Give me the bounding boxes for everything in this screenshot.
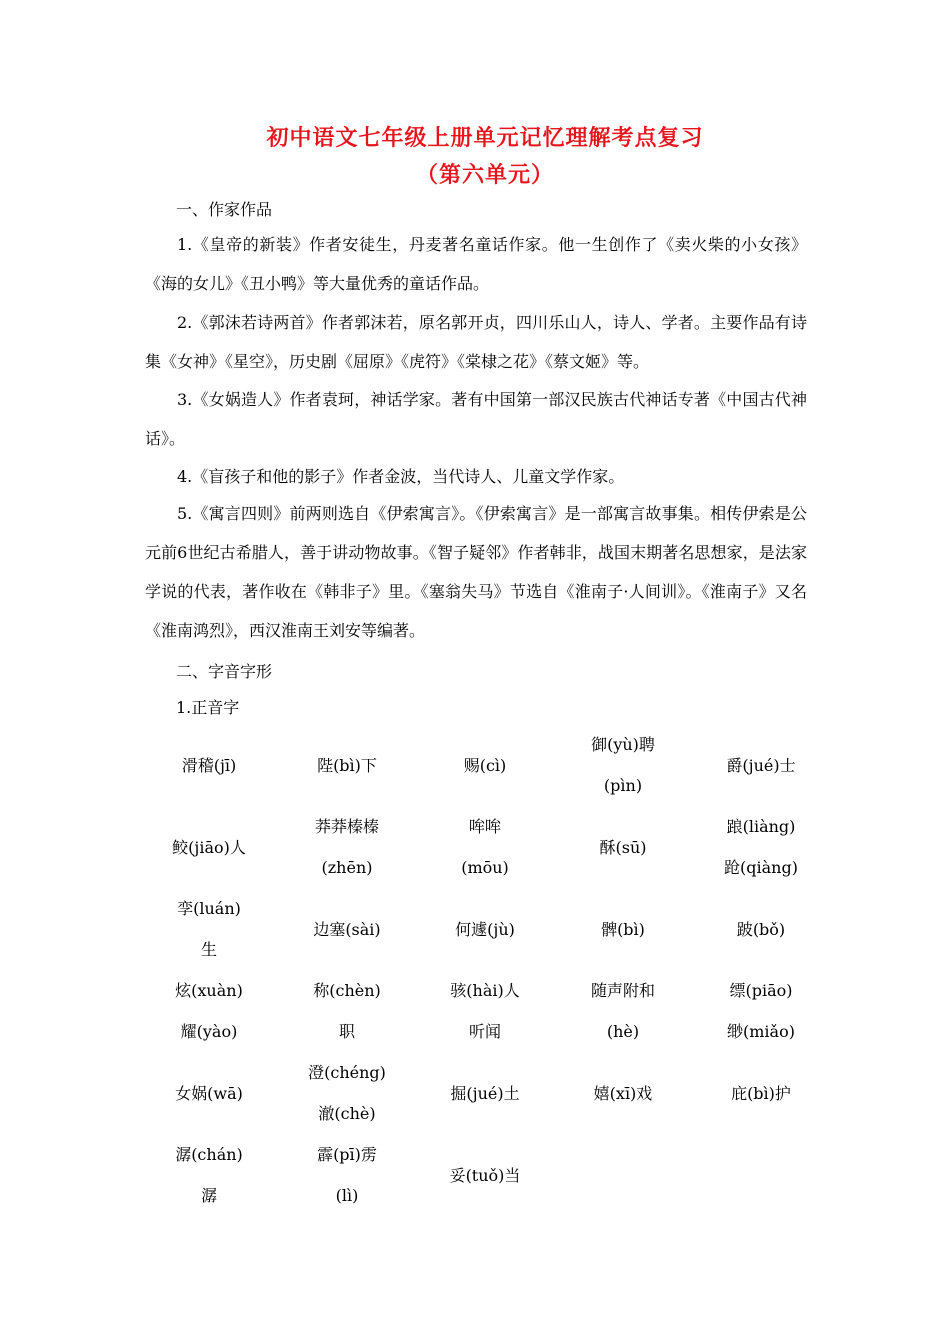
pinyin-cell: 御(yù)聘(pìn): [591, 735, 655, 795]
subheading-correct-pronunciation: 1.正音字: [176, 698, 240, 717]
pinyin-cell: [692, 1134, 830, 1216]
author-item-5: 5.《寓言四则》前两则选自《伊索寓言》。《伊索寓言》是一部寓言故事集。相传伊索是公元前6世纪古希腊人，善于讲动物故事。《智子疑邻》作者韩非，战国末期著名思想家，是法家学说的代表，著作收在《韩非子》里。《塞翁失马》节选自《淮南子·人间训》。《淮南子》又名《淮南鸿烈》，西汉淮南王刘安等编著。: [145, 504, 807, 640]
pinyin-cell: 嬉(xī)戏: [593, 1083, 653, 1103]
table-row: [140, 1134, 830, 1216]
pinyin-cell: 缥(piāo)缈(miǎo): [727, 981, 795, 1041]
pinyin-cell: 莽莽榛榛(zhēn): [314, 817, 379, 877]
pinyin-cell: 陛(bì)下: [317, 755, 377, 775]
pinyin-cell: 赐(cì): [463, 755, 507, 775]
pronunciation-table: [140, 724, 830, 1216]
pinyin-cell: 女娲(wā): [175, 1083, 243, 1103]
pinyin-cell: [554, 1134, 692, 1216]
table-row: [140, 1052, 830, 1134]
author-item-4: 4.《盲孩子和他的影子》作者金波，当代诗人、儿童文学作家。: [177, 467, 625, 486]
section-heading-authors: 一、作家作品: [176, 200, 273, 219]
pinyin-cell: 孪(luán)生: [177, 899, 241, 959]
pinyin-cell: 跛(bǒ): [736, 919, 786, 939]
pinyin-cell: 澄(chéng)澈(chè): [308, 1063, 386, 1123]
pinyin-cell: 哞哞(mōu): [461, 817, 509, 877]
pinyin-cell: 庇(bì)护: [731, 1083, 791, 1103]
pinyin-cell: 何遽(jù): [455, 919, 515, 939]
pinyin-cell: 髀(bì): [601, 919, 645, 939]
pinyin-cell: 踉(liàng)跄(qiàng): [724, 817, 798, 877]
table-row: [140, 888, 830, 970]
pinyin-cell: 鲛(jiāo)人: [172, 837, 246, 857]
pinyin-cell: 掘(jué)土: [450, 1083, 520, 1103]
page-title: 初中语文七年级上册单元记忆理解考点复习: [266, 125, 704, 151]
table-row: [140, 970, 830, 1052]
page-subtitle: （第六单元）: [415, 162, 554, 188]
pinyin-cell: 爵(jué)士: [726, 755, 796, 775]
pinyin-cell: 骇(hài)人听闻: [450, 981, 520, 1041]
pinyin-cell: 酥(sū): [599, 837, 647, 857]
pinyin-cell: 妥(tuǒ)当: [449, 1165, 521, 1185]
author-item-3: 3.《女娲造人》作者袁珂，神话学家。著有中国第一部汉民族古代神话专著《中国古代神话》。: [145, 390, 807, 448]
author-item-2: 2.《郭沫若诗两首》作者郭沫若，原名郭开贞，四川乐山人，诗人、学者。主要作品有诗集《女神》《星空》，历史剧《屈原》《虎符》《棠棣之花》《蔡文姬》等。: [145, 313, 807, 371]
table-row: [140, 806, 830, 888]
pinyin-cell: 霹(pī)雳(lì): [317, 1145, 377, 1205]
pinyin-cell: 滑稽(jī): [181, 755, 237, 775]
table-row: [140, 724, 830, 806]
pinyin-cell: 随声附和(hè): [590, 981, 655, 1041]
pinyin-cell: 边塞(sài): [313, 919, 381, 939]
author-item-1: 1.《皇帝的新装》作者安徒生，丹麦著名童话作家。他一生创作了《卖火柴的小女孩》《海的女儿》《丑小鸭》等大量优秀的童话作品。: [145, 235, 807, 293]
pinyin-cell: 潺(chán)潺: [175, 1145, 243, 1205]
section-heading-pronunciation: 二、字音字形: [176, 662, 273, 681]
pinyin-cell: 称(chèn)职: [313, 981, 381, 1041]
pinyin-cell: 炫(xuàn)耀(yào): [175, 981, 243, 1041]
